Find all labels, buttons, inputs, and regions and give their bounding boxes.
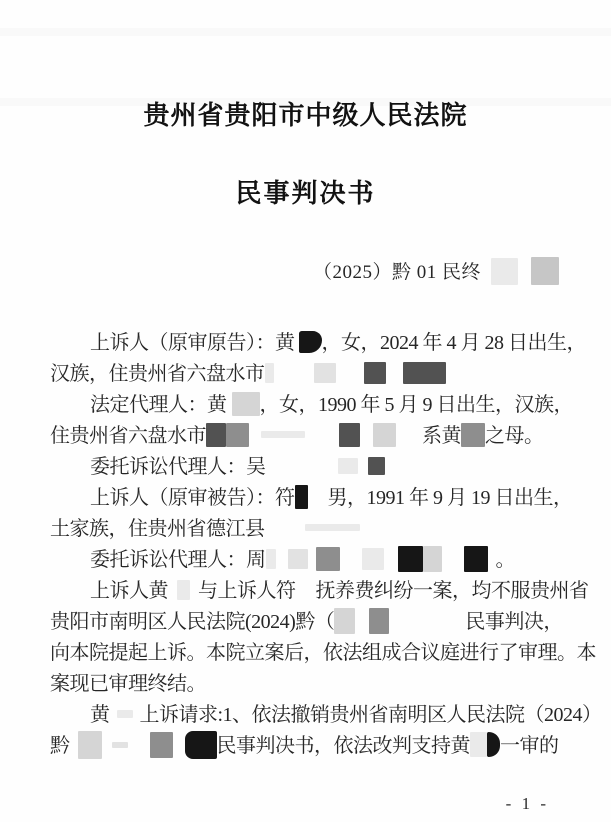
redaction-box (232, 392, 260, 416)
court-title: 贵州省贵阳市中级人民法院 (143, 101, 468, 130)
scan-artifact-band (0, 28, 611, 36)
document-line (50, 544, 595, 575)
redaction-box (185, 731, 217, 759)
redaction-box (206, 423, 226, 447)
spacer (296, 591, 316, 592)
redaction-box (177, 580, 190, 600)
redaction-box (368, 457, 385, 475)
text-segment: 。 (495, 548, 515, 571)
spacer (340, 560, 362, 561)
document-line (50, 606, 595, 637)
text-segment: 土家族，住贵州省德江县 (50, 517, 265, 540)
spacer (358, 467, 368, 468)
document-line (50, 730, 595, 761)
spacer (295, 343, 299, 344)
spacer (518, 272, 531, 273)
redaction-box (470, 732, 487, 757)
spacer (227, 405, 232, 406)
redaction-box (117, 710, 133, 718)
redaction-box (398, 546, 423, 572)
spacer (70, 746, 78, 747)
redaction-box (288, 549, 308, 569)
redaction-box (305, 524, 360, 531)
redaction-box (314, 363, 336, 383)
spacer (442, 560, 464, 561)
spacer (360, 436, 373, 437)
spacer (481, 272, 491, 273)
spacer (276, 560, 288, 561)
text-segment: 黄 (90, 703, 110, 726)
text-segment: 之母。 (485, 424, 544, 447)
redaction-box (316, 547, 340, 571)
spacer (133, 715, 140, 716)
spacer (274, 374, 314, 375)
redaction-box (338, 458, 358, 474)
text-segment: 法定代理人：黄 (90, 393, 227, 416)
text-segment: 民事判决书，依法改判支持黄 (216, 734, 470, 757)
document-line (50, 482, 595, 513)
document-line (50, 327, 595, 358)
judgment-body (0, 256, 611, 761)
spacer (110, 715, 117, 716)
spacer (190, 591, 198, 592)
redaction-box (112, 742, 128, 748)
spacer (128, 746, 150, 747)
spacer (384, 560, 398, 561)
text-segment: 上诉人（原审被告）：符 (90, 486, 295, 509)
page-number: - 1 - (505, 794, 549, 813)
text-segment: 一审的 (500, 734, 559, 757)
text-segment: ，女，1990 年 5 月 9 日出生，汉族， (259, 393, 573, 416)
spacer (336, 374, 364, 375)
text-segment: 系黄 (422, 424, 461, 447)
text-segment: ，女，2024 年 4 月 28 日出生， (321, 331, 586, 354)
document-line (50, 637, 595, 668)
redaction-box (266, 549, 276, 569)
redaction-box (261, 431, 305, 438)
text-segment: 委托诉讼代理人：吴 (90, 455, 266, 478)
text-segment: （2025）黔 01 民终 (312, 262, 481, 284)
redaction-box (364, 362, 386, 384)
redaction-box (403, 362, 446, 384)
spacer (308, 560, 316, 561)
redaction-box (369, 608, 389, 634)
spacer (396, 436, 422, 437)
spacer (102, 746, 112, 747)
spacer (355, 622, 369, 623)
redaction-box (362, 548, 384, 570)
spacer (488, 560, 496, 561)
redaction-box (423, 546, 442, 572)
spacer (168, 591, 177, 592)
case-number-line (50, 256, 595, 287)
redaction-box (226, 423, 249, 447)
redaction-box (487, 732, 500, 757)
text-segment: 上诉人黄 (90, 579, 168, 602)
text-segment: 上诉人（原审原告）：黄 (90, 331, 295, 354)
text-segment: 住贵州省六盘水市 (50, 424, 206, 447)
text-segment: 与上诉人符 (198, 579, 296, 602)
text-segment: 男，1991 年 9 月 19 日出生， (327, 486, 573, 509)
spacer (266, 467, 338, 468)
spacer (308, 498, 328, 499)
text-segment: 案现已审理终结。 (50, 672, 206, 695)
redaction-box (461, 423, 485, 447)
document-line (50, 699, 602, 730)
redaction-box (265, 363, 274, 383)
document-line (50, 575, 595, 606)
redaction-box (295, 485, 308, 509)
spacer (265, 529, 305, 530)
spacer (389, 622, 465, 623)
redaction-box (531, 257, 559, 285)
redaction-box (373, 423, 396, 447)
text-segment: 贵阳市南明区人民法院(2024)黔（ (50, 610, 335, 633)
redaction-box (299, 331, 322, 353)
text-segment: 黔 (50, 734, 70, 757)
document-line (50, 451, 595, 482)
document-line (50, 389, 595, 420)
document-line (50, 668, 595, 699)
redaction-box (464, 546, 488, 572)
text-segment: 汉族，住贵州省六盘水市 (50, 362, 265, 385)
redaction-box (150, 732, 173, 758)
spacer (305, 436, 339, 437)
scan-artifact-band (0, 98, 611, 106)
document-type-title: 民事判决书 (235, 179, 376, 208)
spacer (173, 746, 185, 747)
text-segment: 民事判决， (465, 610, 563, 633)
redaction-box (78, 731, 102, 759)
text-segment: 向本院提起上诉。本院立案后，依法组成合议庭进行了审理。本 (50, 641, 596, 664)
spacer (386, 374, 403, 375)
redaction-box (339, 423, 360, 447)
redaction-box (334, 608, 355, 634)
text-segment: 抚养费纠纷一案，均不服贵州省 (315, 579, 589, 602)
redaction-box (491, 258, 518, 285)
document-line (50, 420, 595, 451)
document-line (50, 358, 595, 389)
text-segment: 委托诉讼代理人：周 (90, 548, 266, 571)
document-line (50, 513, 595, 544)
text-segment: 上诉请求:1、依法撤销贵州省南明区人民法院（2024） (139, 703, 602, 726)
spacer (249, 436, 261, 437)
